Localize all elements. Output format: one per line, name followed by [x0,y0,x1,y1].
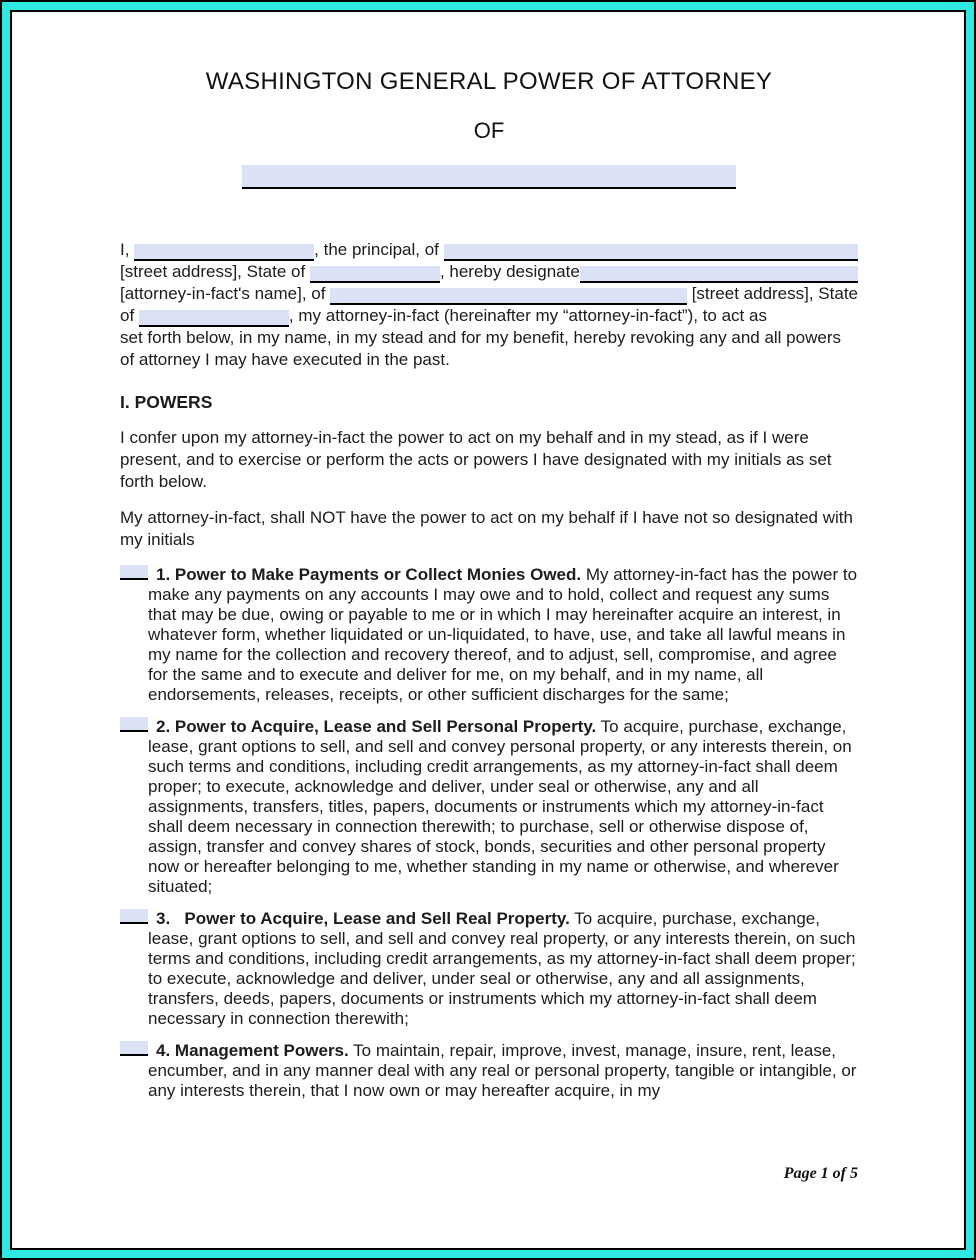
power-item-1-title: Power to Make Payments or Collect Monies Owed. [174,565,582,584]
page-content [12,12,964,1185]
power-item-3-heading [156,909,570,928]
powers-section-heading: I. POWERS [120,392,213,412]
powers-note-paragraph: My attorney-in-fact, shall NOT have the power to act on my behalf if I have not so designated with my initials [120,508,853,549]
principal-street-address-field[interactable] [444,244,858,261]
power-item-2-number: 2. [156,717,175,736]
power-item-4-heading [156,1041,349,1060]
power-item-2-text: To acquire, purchase, exchange, lease, grant options to sell, and sell and convey personal property, or any interests therein, on such terms and conditions, including credit arrangements, as my attorney-in-fact shall deem proper; to execute, acknowledge and deliver, under seal or otherwise, any and all assignments, transfers, titles, papers, documents or instruments which my attorney-in-fact shall deem necessary in connection therewith; to purchase, sell or otherwise dispose of, assign, transfer and convey shares of stock, bonds, securities and other personal property now or hereafter belonging to me, whether standing in my name or otherwise, and wherever situated; [148,717,852,896]
initials-field-3[interactable] [120,909,148,924]
opening-text-street-state: [street address], State [686,284,858,303]
principal-name-field[interactable] [134,244,314,261]
opening-line-2 [120,261,858,283]
power-item-1-number: 1. [156,565,175,584]
power-item-3-title: Power to Acquire, Lease and Sell Real Property. [184,909,570,928]
principal-name-title-field[interactable] [242,165,736,189]
power-item-1-heading [156,565,581,584]
power-item-3-text: To acquire, purchase, exchange, lease, grant options to sell, and sell and convey real property, or any interests therein, on such terms and conditions, including credit arrangements, as my attorney-in-fact shall deem proper; to execute, acknowledge and deliver, under seal or otherwise, any and all assignments, transfers, deeds, papers, documents or instruments which my attorney-in-fact shall deem necessary in connection therewith; [148,909,856,1028]
document-page [10,10,966,1250]
power-item-2 [120,717,858,897]
opening-line-4 [120,305,858,327]
power-item-1-text: My attorney-in-fact has the power to make any payments on any accounts I may owe and to hold, collect and request any sums that may be due, owing or payable to me or in which I may hereinafter acquire an interest, in whatever form, whether liquidated or un-liquidated, to have, use, and take all lawful means in my name for the collection and recovery thereof, and to adjust, sell, compromise, and agree for the same and to execute and deliver for me, on my behalf, and in my name, all endorsements, releases, receipts, or other sufficient discharges for the same; [148,565,858,704]
opening-line-1 [120,239,858,261]
power-item-3 [120,909,858,1029]
powers-intro-paragraph: I confer upon my attorney-in-fact the power to act on my behalf and in my stead, as if I were present, and to exercise or perform the acts or powers I have designated with my initials as set forth below. [120,428,832,491]
opening-paragraph [120,239,858,371]
initials-field-2[interactable] [120,717,148,732]
of-label: OF [473,118,505,143]
power-item-2-heading [156,717,596,736]
initials-field-1[interactable] [120,565,148,580]
power-item-4-title: Management Powers. [174,1041,349,1060]
principal-state-field[interactable] [310,266,440,283]
opening-line-3 [120,283,858,305]
power-item-1 [120,565,858,705]
opening-text-of: of [120,306,139,325]
page-number: Page 1 of 5 [783,1165,858,1182]
opening-text-aif-clause: , my attorney-in-fact (hereinafter my “attorney-in-fact”), to act as [288,306,767,325]
power-item-2-title: Power to Acquire, Lease and Sell Personal Property. [174,717,597,736]
opening-text-principal-of: , the principal, of [314,240,444,259]
attorney-state-field[interactable] [139,310,289,327]
power-item-4-text: To maintain, repair, improve, invest, manage, insure, rent, lease, encumber, and in any manner deal with any real or personal property, tangible or intangible, or any interests therein, that I now own or may hereafter acquire, in my [148,1041,857,1100]
power-item-4 [120,1041,858,1101]
initials-field-4[interactable] [120,1041,148,1056]
opening-closing-text: set forth below, in my name, in my stead and for my benefit, hereby revoking any and all powers of attorney I may have executed in the past. [120,328,841,369]
power-item-3-number: 3. [156,909,185,928]
opening-text-street-state-of: [street address], State of [120,262,310,281]
attorney-street-address-field[interactable] [330,288,687,305]
opening-text-i: I, [120,240,135,259]
opening-text-hereby-designate: , hereby designate [439,262,580,281]
opening-text-aif-name-of: [attorney-in-fact's name], of [120,284,331,303]
power-item-4-number: 4. [156,1041,175,1060]
page-title: WASHINGTON GENERAL POWER OF ATTORNEY [205,68,773,95]
attorney-in-fact-name-field[interactable] [580,266,858,283]
